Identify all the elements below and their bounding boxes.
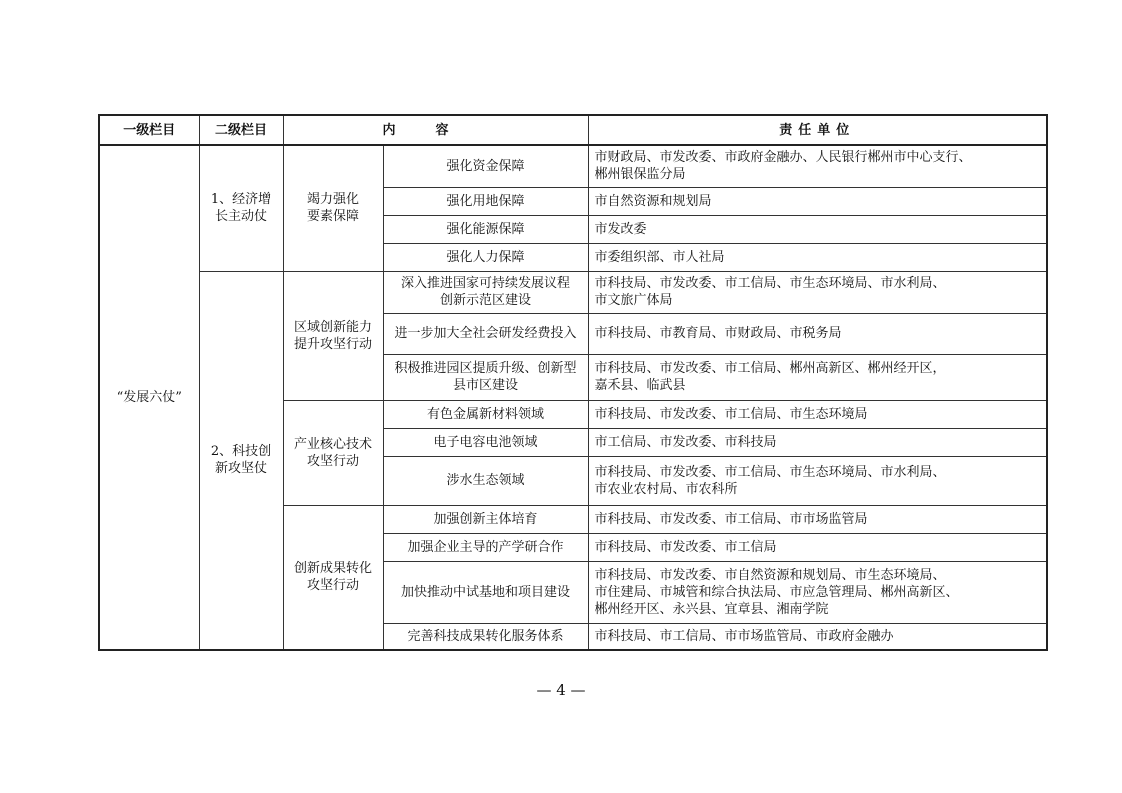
header-level2: 二级栏目 [199, 115, 283, 145]
header-unit [588, 115, 1047, 145]
unit-cell: 市科技局、市发改委、市自然资源和规划局、市生态环境局、 市住建局、市城管和综合执法局、市应急管理局、郴州高新区、 郴州经开区、永兴县、宜章县、湘南学院 [588, 561, 1047, 623]
header-content-label: 内容 [382, 122, 489, 138]
content-item: 加强创新主体培育 [383, 505, 588, 533]
level1-cell: “发展六仗” [99, 145, 199, 650]
category-cell: 区域创新能力 提升攻坚行动 [283, 271, 383, 400]
unit-cell: 市工信局、市发改委、市科技局 [588, 428, 1047, 456]
header-content [283, 115, 588, 145]
content-item: 深入推进国家可持续发展议程 创新示范区建设 [383, 271, 588, 313]
unit-cell: 市科技局、市发改委、市工信局、市生态环境局 [588, 400, 1047, 428]
unit-cell: 市科技局、市发改委、市工信局、市生态环境局、市水利局、 市文旅广体局 [588, 271, 1047, 313]
category-cell: 竭力强化 要素保障 [283, 145, 383, 271]
responsibility-table [98, 114, 1048, 651]
unit-cell: 市科技局、市发改委、市工信局、市市场监管局 [588, 505, 1047, 533]
content-item: 强化资金保障 [383, 145, 588, 187]
unit-cell: 市科技局、市教育局、市财政局、市税务局 [588, 313, 1047, 354]
unit-cell: 市科技局、市发改委、市工信局 [588, 533, 1047, 561]
content-item: 强化人力保障 [383, 243, 588, 271]
unit-cell: 市科技局、市发改委、市工信局、市生态环境局、市水利局、 市农业农村局、市农科所 [588, 456, 1047, 505]
table-row [99, 145, 1047, 187]
level2-cell: 1、经济增 长主动仗 [199, 145, 283, 271]
header-unit-label: 责任单位 [779, 122, 856, 138]
content-item: 有色金属新材料领域 [383, 400, 588, 428]
content-item: 涉水生态领域 [383, 456, 588, 505]
unit-cell: 市自然资源和规划局 [588, 187, 1047, 215]
content-item: 积极推进园区提质升级、创新型 县市区建设 [383, 354, 588, 400]
table-row [99, 271, 1047, 313]
category-cell: 产业核心技术 攻坚行动 [283, 400, 383, 505]
category-cell: 创新成果转化 攻坚行动 [283, 505, 383, 650]
content-item: 进一步加大全社会研发经费投入 [383, 313, 588, 354]
content-item: 完善科技成果转化服务体系 [383, 623, 588, 650]
unit-cell: 市财政局、市发改委、市政府金融办、人民银行郴州市中心支行、 郴州银保监分局 [588, 145, 1047, 187]
unit-cell: 市发改委 [588, 215, 1047, 243]
content-item: 强化能源保障 [383, 215, 588, 243]
unit-cell: 市委组织部、市人社局 [588, 243, 1047, 271]
table-header-row [99, 115, 1047, 145]
page-number: — 4 — [536, 681, 586, 699]
content-item: 电子电容电池领域 [383, 428, 588, 456]
header-level1: 一级栏目 [99, 115, 199, 145]
content-item: 加强企业主导的产学研合作 [383, 533, 588, 561]
level2-cell: 2、科技创 新攻坚仗 [199, 271, 283, 650]
content-item: 加快推动中试基地和项目建设 [383, 561, 588, 623]
unit-cell: 市科技局、市工信局、市市场监管局、市政府金融办 [588, 623, 1047, 650]
unit-cell: 市科技局、市发改委、市工信局、郴州高新区、郴州经开区， 嘉禾县、临武县 [588, 354, 1047, 400]
content-item: 强化用地保障 [383, 187, 588, 215]
